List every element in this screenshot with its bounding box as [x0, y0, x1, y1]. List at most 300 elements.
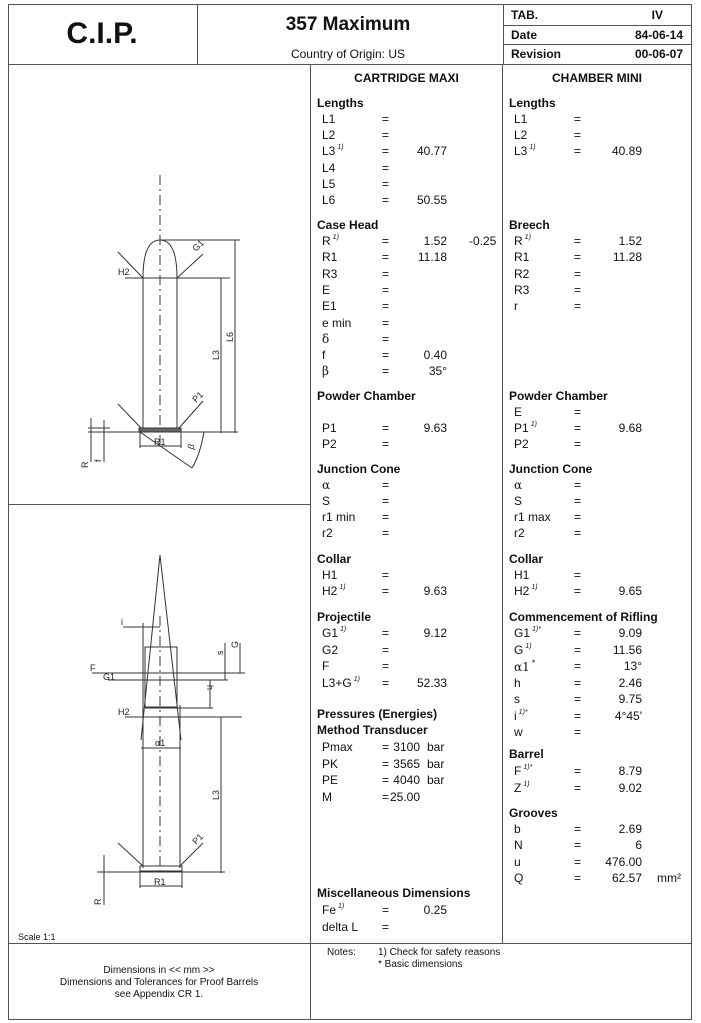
technical-drawing [0, 0, 310, 943]
chamber-junction-cone-row [514, 494, 642, 510]
equals-sign: = [382, 789, 390, 804]
footer-top [8, 943, 692, 944]
param-value: 9.09 [618, 626, 642, 640]
country-of-origin: Country of Origin: US [290, 47, 406, 61]
p1-leader-right [179, 401, 203, 428]
equals-sign: = [574, 838, 582, 853]
label-s: s [215, 650, 225, 655]
footnote-marker: * [531, 659, 536, 667]
param-name: L3 $^{1)}$ [322, 144, 344, 159]
param-name: S [514, 494, 523, 508]
cartridge-projectile-row [322, 659, 447, 675]
chamber-rifling-row [514, 643, 642, 659]
cartridge-collar-row [322, 584, 447, 600]
footnote-marker: 1) [339, 584, 346, 592]
param-value: 9.02 [618, 780, 642, 795]
equals-sign: = [382, 421, 390, 435]
cartridge-misc-title: Miscellaneous Dimensions [317, 886, 471, 900]
cartridge-projectile-row [322, 626, 447, 642]
param-value: 1.52 [618, 234, 642, 248]
equals-sign: = [574, 725, 582, 739]
label-l3: L3 [211, 349, 221, 360]
param-name: α [322, 478, 331, 492]
param-name: delta L [322, 920, 359, 934]
param-name: L1 [322, 112, 336, 126]
chamber-grooves-row [514, 838, 642, 854]
equals-sign: = [382, 584, 390, 599]
meta-value-date: 84-06-14 [634, 28, 683, 42]
param-value: 13° [623, 659, 642, 673]
param-name: i $^{1)*}$ [514, 708, 528, 723]
frame-bottom [8, 1019, 692, 1020]
equals-sign: = [382, 112, 390, 126]
param-name: PE [322, 773, 339, 787]
rim-bottom [140, 866, 182, 871]
param-value: 1.52 [423, 234, 447, 248]
equals-sign: = [382, 675, 390, 690]
param-name: E [322, 282, 331, 297]
notes-list [378, 947, 500, 971]
equals-sign: = [574, 299, 582, 314]
chamber-breech-row [514, 250, 642, 266]
equals-sign: = [574, 250, 582, 265]
beta-leader [140, 432, 192, 468]
footnote-marker: 1) [531, 584, 538, 592]
param-value: 0.40 [423, 348, 447, 363]
cartridge-case-head-row [322, 348, 447, 364]
chamber-rifling-row [514, 709, 642, 725]
equals-sign: = [382, 299, 390, 314]
param-value: 2.46 [618, 675, 642, 690]
equals-sign: = [382, 331, 390, 346]
param-name: H2 $^{1)}$ [322, 584, 346, 599]
param-name: P1 $^{1)}$ [514, 421, 537, 435]
equals-sign: = [382, 176, 390, 191]
equals-sign: = [574, 437, 582, 451]
label-g1: G1 [190, 237, 206, 254]
cartridge-junction-cone-row [322, 510, 447, 526]
footnote-marker: 1) [524, 234, 531, 241]
param-name: b [514, 822, 521, 836]
column-header-cartridge: CARTRIDGE MAXI [354, 71, 459, 85]
footnote-marker: 1) [340, 626, 347, 633]
param-value: 0.25 [423, 903, 447, 917]
chamber-collar-row [514, 568, 642, 584]
cartridge-collar-row [322, 568, 447, 584]
footnote-marker: 1) [332, 234, 339, 241]
chamber-powder-chamber-row [514, 421, 642, 437]
param-value: 11.18 [417, 250, 447, 265]
equals-sign: = [382, 478, 390, 492]
p1-leader-right-bottom [180, 843, 203, 866]
equals-sign: = [574, 234, 582, 248]
param-value: 3100 [393, 740, 420, 754]
chamber-lengths-row [514, 144, 642, 160]
footnote-marker: 1) [337, 144, 344, 152]
param-name: L2 [514, 128, 528, 143]
rim [139, 428, 181, 432]
param-name: G1 $^{1)}$ [322, 626, 347, 640]
equals-sign: = [574, 675, 582, 690]
chamber-barrel-title: Barrel [509, 747, 544, 761]
chamber-grooves-row [514, 870, 681, 887]
param-name: r [514, 299, 518, 314]
param-name: s [514, 692, 520, 706]
meta-value-revision: 00-06-07 [634, 47, 683, 61]
param-name: R3 [322, 266, 338, 281]
param-value: 3565 [393, 756, 420, 771]
label-l6: L6 [225, 331, 235, 342]
param-name: P2 [322, 437, 337, 451]
cartridge-pressures-title: Pressures (Energies) [317, 707, 438, 721]
label-r1-bottom: R1 [154, 877, 166, 887]
param-name: L1 [514, 112, 528, 126]
meta-label-tab: TAB. [511, 8, 539, 22]
label-g: G [230, 640, 240, 648]
param-name: r2 [514, 526, 525, 540]
label-h2: H2 [118, 267, 130, 277]
param-name: L4 [322, 160, 336, 175]
param-value: 52.33 [416, 675, 447, 690]
param-name: E [514, 405, 523, 419]
cartridge-junction-cone-title: Junction Cone [317, 462, 401, 476]
equals-sign: = [382, 193, 390, 207]
equals-sign: = [574, 659, 582, 673]
chamber-barrel-row [514, 781, 642, 797]
equals-sign: = [382, 348, 390, 363]
param-value: 8.79 [618, 764, 642, 778]
param-name: u [514, 854, 521, 869]
param-name: G1 $^{1)*}$ [514, 626, 541, 640]
param-value: 9.63 [423, 584, 447, 599]
equals-sign: = [382, 903, 390, 917]
equals-sign: = [574, 568, 582, 582]
footnote-marker: 1)* [518, 708, 528, 716]
cartridge-junction-cone-row [322, 494, 447, 510]
label-i: i [121, 617, 123, 627]
param-unit: bar [427, 756, 445, 771]
scale-label: Scale 1:1 [18, 932, 56, 942]
equals-sign: = [574, 584, 582, 599]
param-unit: mm² [657, 870, 681, 885]
g1-leader [177, 254, 203, 278]
param-name: Fe $^{1)}$ [322, 903, 345, 917]
equals-sign: = [382, 266, 390, 281]
equals-sign: = [382, 756, 390, 771]
footnote-marker: 1) [523, 780, 530, 788]
label-r-bottom: R [93, 898, 103, 905]
equals-sign: = [574, 626, 582, 640]
column-header-chamber: CHAMBER MINI [552, 71, 642, 85]
chamber-rifling-row [514, 659, 642, 675]
param-name: F $^{1)*}$ [514, 764, 533, 778]
header-divider-2 [503, 4, 504, 64]
cartridge-pressures-row [322, 790, 447, 806]
cartridge-case-head-row [322, 267, 447, 283]
cartridge-lengths-row [322, 144, 447, 160]
param-value: 9.68 [618, 421, 642, 435]
cartridge-lengths-row [322, 177, 447, 193]
param-value: 11.56 [612, 642, 642, 657]
meta-label-date: Date [511, 28, 538, 42]
chamber-rifling-row [514, 725, 642, 741]
equals-sign: = [574, 870, 582, 885]
param-name: L3 $^{1)}$ [514, 144, 536, 159]
chamber-breech-row [514, 283, 642, 299]
equals-sign: = [382, 144, 390, 159]
label-beta: β [185, 442, 197, 451]
param-name: β [322, 364, 329, 379]
equals-sign: = [382, 315, 390, 330]
chamber-junction-cone-row [514, 526, 642, 542]
chamber-junction-cone-row [514, 510, 642, 526]
cartridge-case-head-row [322, 316, 447, 332]
param-unit: bar [427, 740, 445, 754]
cartridge-projectile-row [322, 643, 447, 659]
equals-sign: = [382, 510, 390, 524]
chamber-powder-chamber-title: Powder Chamber [509, 389, 608, 403]
param-name: H2 $^{1)}$ [514, 584, 538, 599]
param-value: 2.69 [618, 822, 642, 836]
chamber-grooves-row [514, 855, 642, 871]
equals-sign: = [382, 437, 390, 451]
dimensions-line-1: Dimensions in << mm >> [103, 965, 215, 976]
equals-sign: = [382, 526, 390, 540]
equals-sign: = [574, 854, 582, 869]
footnote-marker: 1) [525, 642, 532, 650]
chamber-rifling-row [514, 676, 642, 692]
meta-label-revision: Revision [511, 47, 562, 61]
param-value: 40.89 [611, 144, 642, 159]
cartridge-pressures-row [322, 740, 447, 756]
cartridge-collar-title: Collar [317, 552, 352, 566]
label-r: R [80, 461, 90, 468]
equals-sign: = [574, 144, 582, 159]
param-tolerance: -0.25 [469, 234, 497, 248]
equals-sign: = [382, 773, 390, 787]
label-h2-bottom: H2 [118, 707, 130, 717]
footnote-marker: 1) [530, 421, 537, 428]
param-name: R3 [514, 282, 530, 297]
param-name: L5 [322, 176, 336, 191]
chamber-lengths-row [514, 128, 642, 144]
equals-sign: = [574, 266, 582, 281]
cartridge-case-head-title: Case Head [317, 218, 379, 232]
label-l3-bottom: L3 [211, 789, 221, 800]
chamber-breech-row [514, 234, 642, 250]
param-name: S [322, 494, 331, 508]
equals-sign: = [382, 494, 390, 508]
equals-sign: = [382, 920, 390, 934]
param-value: 40.77 [416, 144, 447, 159]
equals-sign: = [574, 112, 582, 126]
cartridge-projectile-row [322, 676, 447, 692]
param-name: α1 * [514, 659, 536, 674]
chamber-breech-title: Breech [509, 218, 550, 232]
param-name: Z $^{1)}$ [514, 780, 530, 795]
label-r1: R1 [154, 437, 166, 447]
dimensions-line-3: see Appendix CR 1. [114, 989, 204, 1000]
param-value: 9.12 [423, 626, 447, 640]
cartridge-case-head-row [322, 250, 447, 266]
cartridge-lengths-row [322, 128, 447, 144]
equals-sign: = [382, 659, 390, 673]
param-name: r1 max [514, 510, 551, 524]
equals-sign: = [574, 822, 582, 836]
param-name: Q [514, 870, 524, 885]
param-name: R $^{1)}$ [322, 234, 339, 248]
param-name: r1 min [322, 510, 356, 524]
param-value: 9.63 [423, 421, 447, 435]
cartridge-lengths-row [322, 112, 447, 128]
equals-sign: = [382, 128, 390, 143]
param-name: α [514, 478, 523, 492]
param-name: PK [322, 756, 339, 771]
param-name: R2 [514, 266, 530, 281]
param-name: P1 [322, 421, 337, 435]
param-unit: bar [427, 773, 445, 787]
equals-sign: = [382, 740, 390, 754]
p1-leader-left [118, 404, 141, 428]
footnote-marker: 1) [338, 903, 345, 910]
param-value: 9.65 [618, 584, 642, 599]
param-name: F [322, 659, 330, 673]
page-title: 357 Maximum [285, 14, 411, 35]
label-f: f [93, 459, 103, 462]
param-value: 62.57 [611, 870, 642, 885]
equals-sign: = [574, 282, 582, 297]
label-f-big: F [90, 663, 96, 673]
organization-logo: C.I.P. [66, 17, 138, 50]
equals-sign: = [382, 364, 390, 379]
param-name: δ [322, 331, 330, 346]
cartridge-case-head-row [322, 299, 447, 315]
cartridge-powder-chamber-row [322, 437, 447, 453]
chamber-breech-row [514, 267, 642, 283]
note-1: 1) Check for safety reasons [378, 947, 501, 958]
chamber-junction-cone-title: Junction Cone [509, 462, 593, 476]
equals-sign: = [574, 526, 582, 540]
cartridge-misc-row [322, 920, 447, 936]
cartridge-powder-chamber-row [322, 421, 447, 437]
footnote-marker: 1) [529, 144, 536, 152]
cartridge-lengths-title: Lengths [317, 96, 364, 110]
equals-sign: = [574, 692, 582, 706]
param-value: 25.00 [389, 789, 420, 804]
drawing-divider [310, 64, 311, 1020]
equals-sign: = [382, 282, 390, 297]
dimensions-line-2: Dimensions and Tolerances for Proof Barrels [59, 977, 259, 988]
equals-sign: = [574, 494, 582, 508]
equals-sign: = [574, 405, 582, 419]
chamber-rifling-row [514, 626, 642, 642]
chamber-barrel-row [514, 764, 642, 780]
param-value: 4040 [393, 773, 420, 787]
param-value: 476.00 [605, 854, 642, 869]
chamber-powder-chamber-row [514, 405, 642, 421]
cartridge-misc-row [322, 903, 447, 919]
cartridge-pressures-row [322, 757, 447, 773]
equals-sign: = [574, 642, 582, 657]
param-name: f [322, 348, 326, 363]
chamber-lengths-title: Lengths [509, 96, 556, 110]
label-alpha1: α1 [155, 738, 166, 748]
equals-sign: = [574, 128, 582, 143]
param-name: H1 [514, 568, 530, 582]
cartridge-junction-cone-row [322, 478, 447, 494]
param-value: 6 [635, 838, 642, 853]
meta-row-line-2 [503, 44, 692, 45]
footnote-marker: 1)* [523, 764, 533, 771]
chamber-junction-cone-row [514, 478, 642, 494]
equals-sign: = [382, 626, 390, 640]
cartridge-junction-cone-row [322, 526, 447, 542]
equals-sign: = [382, 160, 390, 175]
equals-sign: = [574, 708, 582, 723]
cartridge-case-head-row [322, 283, 447, 299]
chamber-powder-chamber-row [514, 437, 642, 453]
column-divider [502, 64, 503, 943]
param-name: L3+G $^{1)}$ [322, 675, 360, 690]
cartridge-pressures-row [322, 773, 447, 789]
cartridge-lengths-row [322, 161, 447, 177]
cartridge-case-head-row [322, 364, 447, 380]
cartridge-powder-chamber-title: Powder Chamber [317, 389, 416, 403]
param-name: Pmax [322, 740, 353, 754]
param-name: R1 [514, 250, 530, 265]
chamber-grooves-title: Grooves [509, 806, 558, 820]
param-value: 11.28 [612, 250, 642, 265]
param-name: R $^{1)}$ [514, 234, 531, 248]
equals-sign: = [574, 478, 582, 492]
label-h: h [205, 685, 215, 691]
param-name: G $^{1)}$ [514, 642, 532, 657]
cartridge-lengths-row [322, 193, 447, 209]
param-name: G2 [322, 642, 339, 657]
param-name: M [322, 789, 332, 804]
note-2: * Basic dimensions [378, 959, 463, 970]
equals-sign: = [574, 421, 582, 435]
label-p1-bottom: P1 [190, 831, 206, 847]
param-name: N [514, 838, 523, 853]
label-g1-bottom: G1 [103, 672, 116, 682]
meta-row-line-1 [503, 25, 692, 26]
meta-value-tab: IV [651, 8, 663, 22]
param-name: L6 [322, 193, 336, 207]
equals-sign: = [382, 568, 390, 582]
chamber-rifling-title: Commencement of Rifling [509, 610, 658, 624]
param-value: 4°45' [614, 708, 642, 723]
p1-leader-left-bottom [118, 843, 143, 866]
chamber-collar-title: Collar [509, 552, 544, 566]
param-name: P2 [514, 437, 529, 451]
equals-sign: = [574, 764, 582, 778]
equals-sign: = [574, 780, 582, 795]
equals-sign: = [382, 250, 390, 265]
param-name: w [514, 725, 523, 739]
param-name: h [514, 675, 521, 690]
chamber-collar-row [514, 584, 642, 600]
chamber-rifling-row [514, 692, 642, 708]
chamber-grooves-row [514, 822, 642, 838]
param-name: R1 [322, 250, 338, 265]
cartridge-pressures-subtitle: Method Transducer [317, 723, 428, 737]
param-name: r2 [322, 526, 333, 540]
cartridge-projectile-title: Projectile [317, 610, 372, 624]
param-value: 50.55 [416, 193, 447, 207]
chamber-lengths-row [514, 112, 642, 128]
chamber-breech-row [514, 299, 642, 315]
